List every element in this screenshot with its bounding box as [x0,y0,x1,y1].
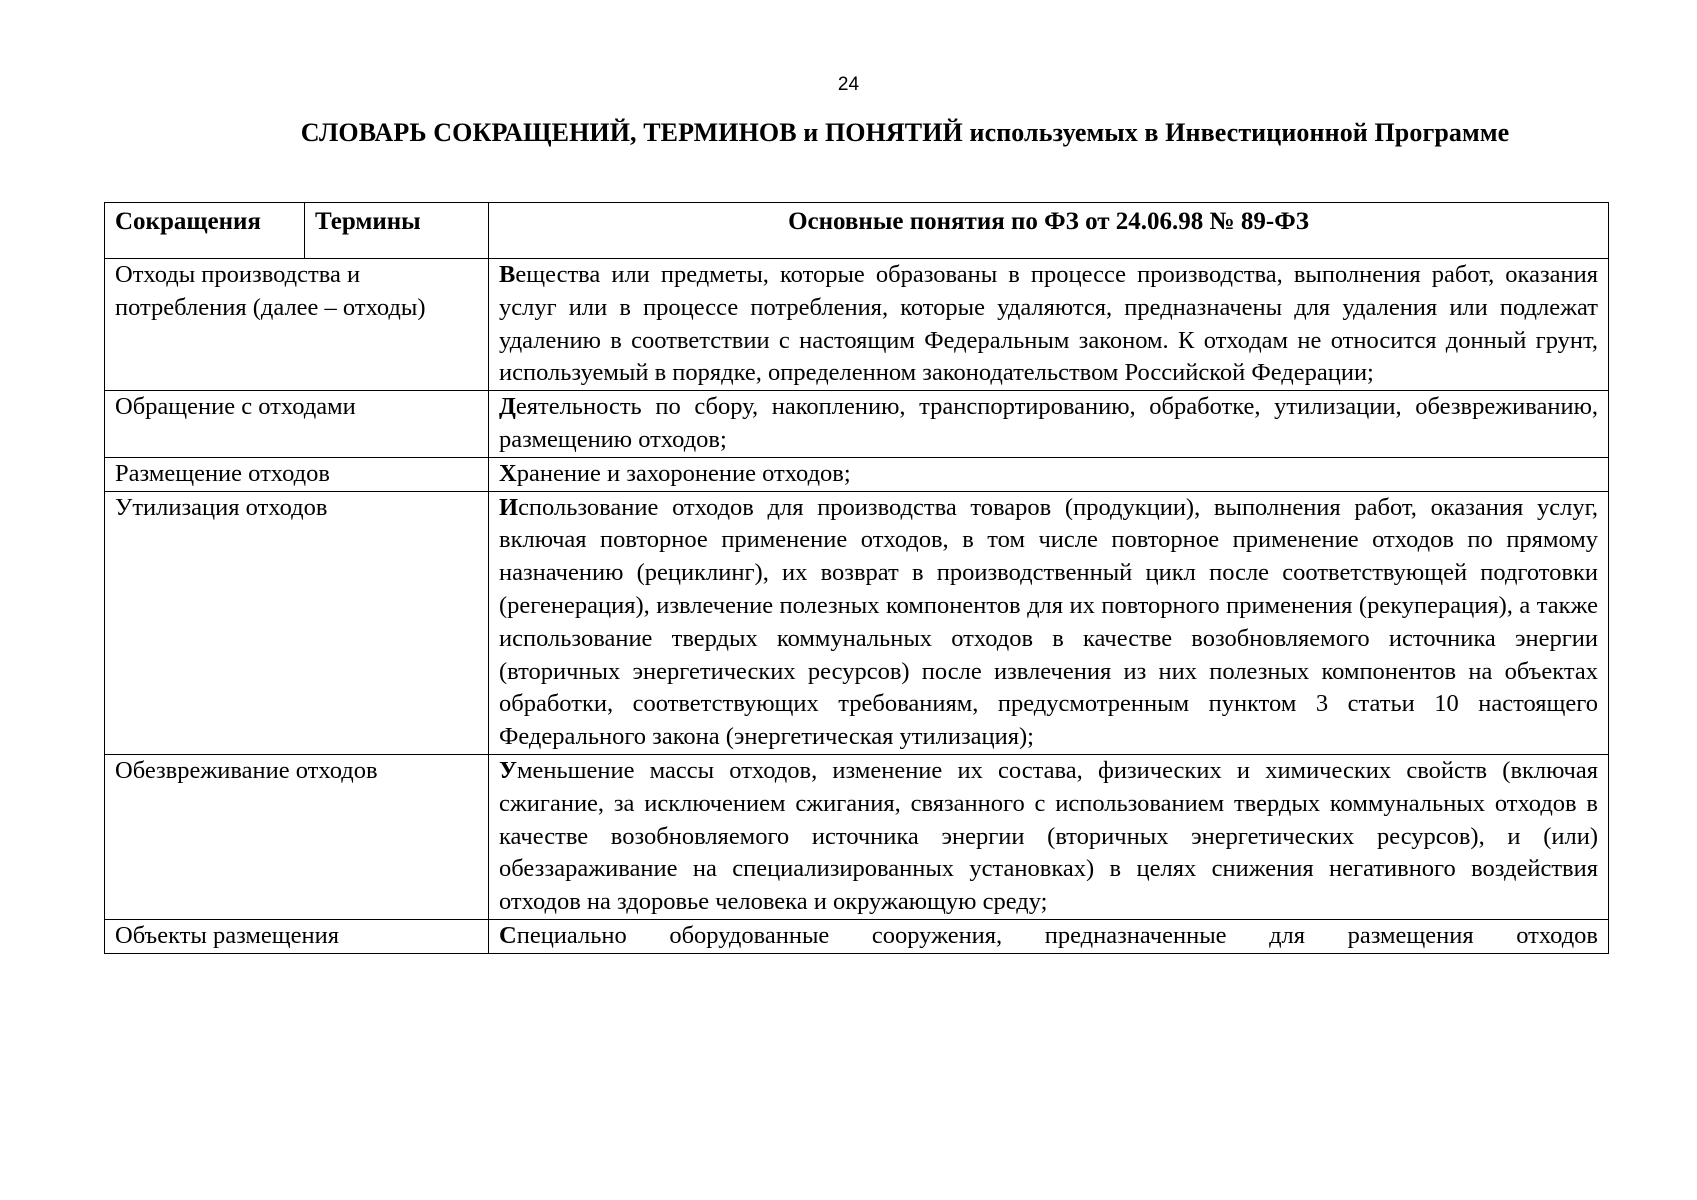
header-concepts: Основные понятия по ФЗ от 24.06.98 № 89-ФЗ [489,203,1609,259]
table-row [105,754,1609,919]
table-row [105,919,1609,953]
definition-cell [489,259,1609,391]
definition-cell [489,919,1609,953]
term-cell: Отходы производства и потребления (далее – отходы) [105,259,489,391]
definition-text: спользование отходов для производства товаров (продукции), выполнения работ, оказания услуг, включая повторное применение отходов, в том числе повторное применение отходов по прямому назначению (рециклинг), их возврат в производственный цикл после соответствующей подготовки (регенерация), извлечение полезных компонентов для их повторного применения (рекуперация), а также использование твердых коммунальных отходов в качестве возобновляемого источника энергии (вторичных энергетических ресурсов) после извлечения из них полезных компонентов на объектах обработки, соответствующих требованиям, предусмотренным пунктом 3 статьи 10 настоящего Федерального закона (энергетическая утилизация); [499,493,1598,751]
table-row [105,391,1609,458]
header-abbreviations: Сокращения [105,203,305,259]
definition-lead-letter: В [499,261,516,288]
term-cell: Размещение отходов [105,457,489,491]
term-cell: Обращение с отходами [105,391,489,458]
definition-text: пециально оборудованные сооружения, предназначенные для размещения отходов [516,921,1598,949]
table-row [105,457,1609,491]
definition-text: меньшение массы отходов, изменение их состава, физических и химических свойств (включая сжигание, за исключением сжигания, связанного с использованием твердых коммунальных отходов в качестве возобновляемого источника энергии (вторичных энергетических ресурсов), и (или) обеззараживание на специализированных установках) в целях снижения негативного воздействия отходов на здоровье человека и окружающую среду; [499,756,1598,916]
definition-cell [489,391,1609,458]
page-title: СЛОВАРЬ СОКРАЩЕНИЙ, ТЕРМИНОВ и ПОНЯТИЙ используемых в Инвестиционной Программе [300,118,1510,147]
definition-cell [489,754,1609,919]
definition-text: ещества или предметы, которые образованы в процессе производства, выполнения работ, оказания услуг или в процессе потребления, которые удаляются, предназначены для удаления или подлежат удалению в соответствии с настоящим Федеральным законом. К отходам не относится донный грунт, используемый в порядке, определенном законодательством Российской Федерации; [499,261,1598,387]
definition-cell [489,491,1609,754]
definition-lead-letter: И [499,493,519,521]
term-cell: Объекты размещения [105,919,489,953]
definition-cell [489,457,1609,491]
definition-text: ранение и захоронение отходов; [516,459,851,487]
definition-lead-letter: Д [499,393,516,421]
header-terms: Термины [305,203,489,259]
glossary-table [104,202,1609,954]
term-cell: Обезвреживание отходов [105,754,489,919]
table-header-row [105,203,1609,259]
definition-lead-letter: У [499,756,517,784]
table-row [105,491,1609,754]
definition-text: еятельность по сбору, накоплению, транспортированию, обработке, утилизации, обезвреживанию, размещению отходов; [499,393,1598,453]
page-number: 24 [837,74,860,95]
term-cell: Утилизация отходов [105,491,489,754]
definition-lead-letter: Х [499,459,517,487]
table-row [105,259,1609,391]
definition-lead-letter: С [499,921,517,949]
